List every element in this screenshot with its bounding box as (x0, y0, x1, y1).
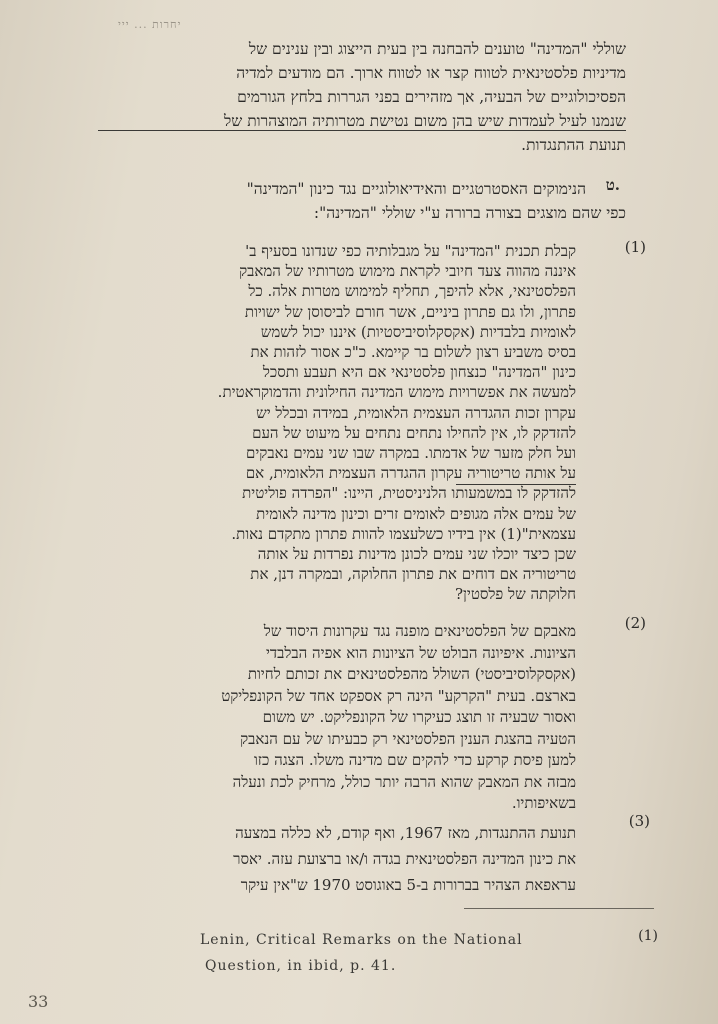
item2-line: מאבקם של הפלסטינאים מופנה נגד עקרונות היסוד של (263, 622, 576, 640)
item1-line: קבלת תכנית "המדינה" על מגבלותיה כפי שנדונו בסעיף ב' (245, 242, 576, 260)
item1-line: חלוקתה של פלסטין? (455, 585, 576, 603)
faint-header-text: יחרות ... ייי (118, 18, 182, 31)
item1-line: למעשה את אפשרויות מימוש המדינה החילונית והדמוקראטית. (217, 383, 576, 401)
intro-line: תנועת ההתנגדות. (521, 136, 626, 154)
item1-line: שכן כיצד יוכלו שני עמים לכונן מדינות נפרדות על אותה (257, 545, 576, 563)
item2-line: למען פיסת קרקע כדי להקים שם מדינה משלו. הצגה כזו (253, 751, 576, 769)
footnote-marker: (1) (638, 928, 658, 944)
item1-line: עקרון זכות ההגדרה העצמית הלאומית, במידה ובכלל יש (256, 404, 576, 422)
page-number: 33 (28, 992, 49, 1011)
item-marker: (1) (624, 238, 646, 256)
item2-line: הציונות. איפיונה הבולט של הציונות הוא אפיה הבלבדי (265, 644, 576, 662)
item1-line: עצמאית"(1) אין בידיו כשלעצמו להוות פתרון מתקדם נאות. (231, 525, 576, 543)
item-marker: (3) (628, 812, 650, 830)
item1-line: של עמים אלה מגופים לאומים זרים וכינון מדינה לאומית (256, 505, 576, 523)
footnote-line: Question, in ibid, p. 41. (205, 958, 397, 974)
intro-line: הפסיכולוגיים של הבעיה, אך מזהירים בפני הגררות בלחץ הגורמים (237, 88, 626, 106)
item1-line: פתרון, ולו גם פתרון ביניים, אשר חורם לביסוסן של ישויות (244, 303, 576, 321)
footnote-line: Lenin, Critical Remarks on the National (200, 932, 523, 948)
item2-line: בשאיפותיו. (511, 794, 576, 812)
item1-line: ועל חלק מזער של אדמתו. במקרה שבו שני עמים נאבקים (246, 444, 576, 462)
item2-line: הטעיה בהצגת הענין הפלסטינאי רק כבעיתו של עם הנאבק (240, 730, 576, 748)
item3-line: עראפאת הצהיר בברורות ב-5 באוגוסט 1970 ש"אין עיקר (240, 876, 576, 894)
item1-line: כינון "המדינה" כנצחון פלסטינאי אם היא תעבע ותסכל (262, 363, 576, 381)
item2-line: (אקסקלוסיביסטי) השולל מהפלסטינאים את זכותם לחיות (247, 665, 576, 683)
item1-line: טריטוריה אם דוחים את פתרון החלוקה, ובמקרה דנן, את (250, 565, 576, 583)
item3-line: תנועת ההתנגדות, מאז 1967, ואף קודם, לא כללה במצעה (235, 824, 576, 842)
item3-line: את כינון המדינה הפלסטינאית בגדה ו/או ברצועת עזה. יאסר (233, 850, 576, 868)
intro-line: שוללי "המדינה" טוענים להבחנה בין בעית הייצוג ובין ענינים של (248, 40, 626, 58)
intro-line: שנמנו לעיל לעמדות שיש בהן משום נטישת מטרותיה המוצהרות של (224, 112, 626, 130)
item1-line: להזדקק לו במשמעותו הלניניסטית, היינו: "הפרדה פוליטית (242, 484, 576, 502)
footnote-separator (464, 908, 654, 909)
item1-line: על אותה טריטוריה עקרון ההגדרה העצמית הלאומית, אם (245, 464, 576, 482)
item2-line: בארצם. בעית "הקרקע" הינה רק אספקט אחד של הקונפליקט (221, 687, 576, 705)
item1-line: לאומיות בלבדיות (אקסקלוסיביסטיות) איננו יכול לשמש (260, 323, 576, 341)
section-marker: ט. (605, 176, 620, 194)
section-heading-line: הנימוקים האסטרטגיים והאידיאולוגיים נגד כינון "המדינה" (246, 180, 586, 198)
item1-line: בסיס משביע רצון לשלום בר קיימא. כ"כ אסור לזהות את (250, 343, 576, 361)
item2-line: מבזה את המאבק שהוא הרבה יותר כולל, מרחיק לכת ונעלה (232, 773, 576, 791)
section-heading-line: כפי שהם מוצגים בצורה ברורה ע"י שוללי "המדינה": (313, 204, 626, 222)
item2-line: ואסור שבעיה זו תוצג כעיקרו של הקונפליקט. יש משום (262, 708, 576, 726)
item-marker: (2) (624, 614, 646, 632)
intro-line: מדיניות פלסטינאית לטווח קצר או לטווח ארוך. הם מודעים למדיה (236, 64, 626, 82)
item1-line: הפלסטינאי, אלא להיפך, תחליף למימוש מטרות אלה. כל (248, 282, 576, 300)
item1-line: איננה מהווה צעד חיובי לקראת מימוש מטרותיו של המאבק (239, 262, 576, 280)
item1-line: להזדקק לו, אין להחילו נתחים נתחים על מיעוט של העם (252, 424, 576, 442)
